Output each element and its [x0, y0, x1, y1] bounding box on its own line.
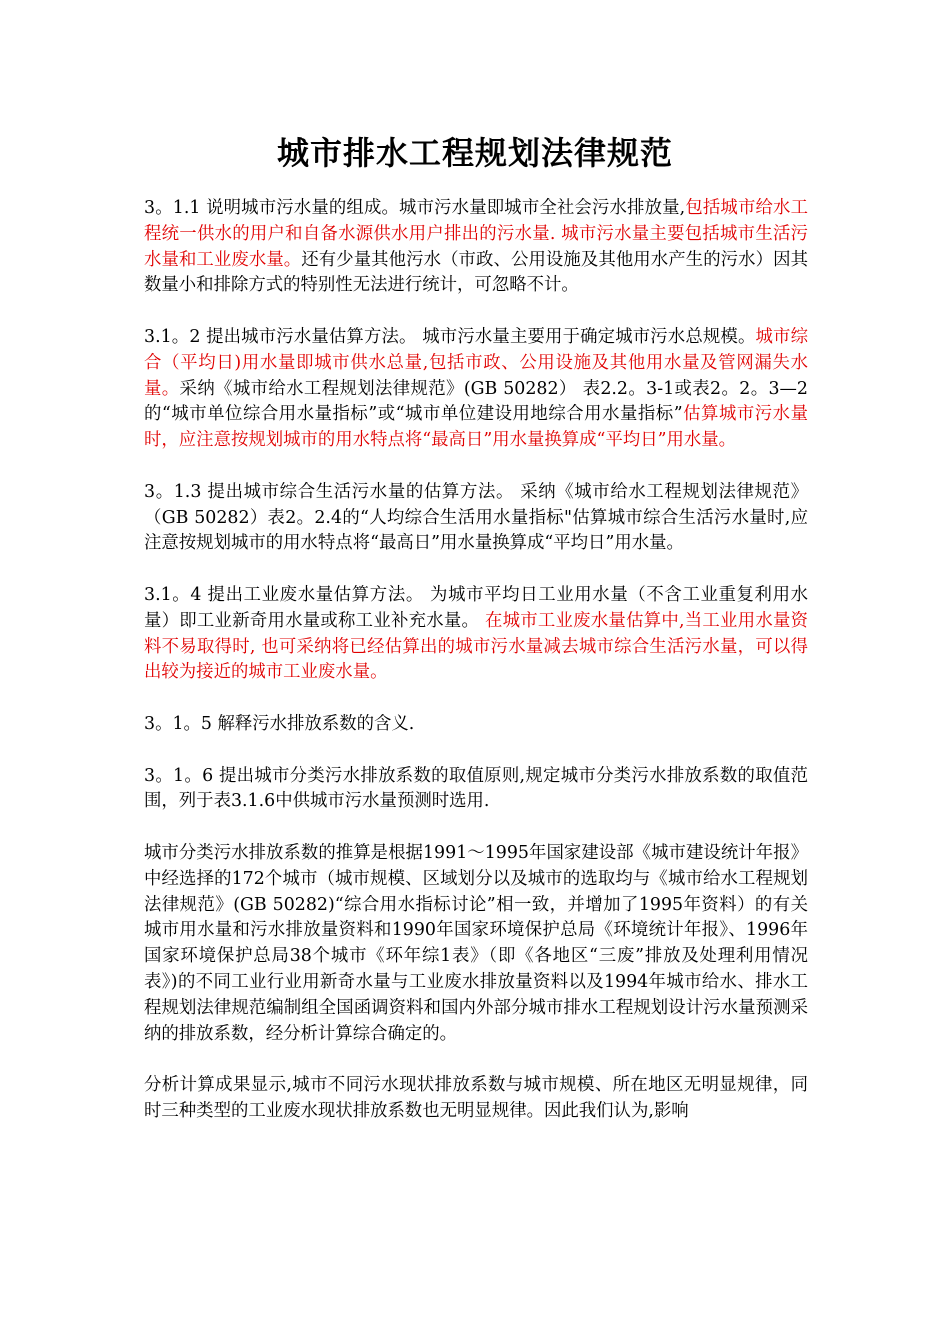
paragraph-3-1-3 — [144, 480, 808, 557]
text-segment: 3.1。4 提出工业废水量估算方法。 为城市平均日工业用水量（不含工业重复利用水量）即工业新奇用水量或称工业补充水量。 — [144, 584, 808, 631]
paragraph-3-1-6 — [144, 764, 808, 816]
paragraph-analysis-results — [144, 1073, 808, 1125]
highlighted-text-segment: 估算城市污水量时，应注意按规划城市的用水特点将“最高日”用水量换算成“平均日”用水量。 — [144, 404, 808, 451]
highlighted-text-segment: 在城市工业废水量估算中,当工业用水量资料不易取得时, 也可采纳将已经估算出的城市污水量减去城市综合生活污水量，可以得出较为接近的城市工业废水量。 — [144, 610, 809, 683]
paragraph-coefficient-derivation — [144, 841, 808, 1047]
text-segment: 还有少量其他污水（市政、公用设施及其他用水产生的污水）因其数量小和排除方式的特别性无法进行统计，可忽略不计。 — [144, 249, 808, 296]
paragraph-3-1-2 — [144, 325, 808, 454]
paragraph-3-1-1 — [144, 196, 808, 299]
highlighted-text-segment: 包括城市给水工程统一供水的用户和自备水源供水用户排出的污水量. 城市污水量主要包括城市生活污水量和工业废水量。 — [144, 198, 808, 270]
highlighted-text-segment: 城市综合（平均日)用水量即城市供水总量,包括市政、公用设施及其他用水量及管网漏失水量。 — [144, 326, 808, 399]
document-body — [144, 196, 808, 1150]
text-segment: 采纳《城市给水工程规划法律规范》(GB 50282） 表2.2。3-1或表2。2。3—2的“城市单位综合用水量指标”或“城市单位建设用地综合用水量指标” — [144, 378, 808, 425]
text-segment: 3。1。5 解释污水排放系数的含义. — [144, 713, 415, 734]
text-segment: 3。1.1 说明城市污水量的组成。城市污水量即城市全社会污水排放量, — [144, 198, 686, 218]
text-segment: 3。1.3 提出城市综合生活污水量的估算方法。 采纳《城市给水工程规划法律规范》（GB 50282）表2。2.4的“人均综合生活用水量指标"估算城市综合生活污水量时,应注意按规划城市的用水特点将“最高日”用水量换算成“平均日”用水量。 — [144, 481, 808, 554]
text-segment: 3。1。6 提出城市分类污水排放系数的取值原则,规定城市分类污水排放系数的取值范围，列于表3.1.6中供城市污水量预测时选用. — [144, 765, 808, 812]
text-segment: 分析计算成果显示,城市不同污水现状排放系数与城市规模、所在地区无明显规律，同时三种类型的工业废水现状排放系数也无明显规律。因此我们认为,影响 — [144, 1075, 808, 1121]
text-segment: 3.1。2 提出城市污水量估算方法。 城市污水量主要用于确定城市污水总规模。 — [144, 326, 756, 347]
text-segment: 城市分类污水排放系数的推算是根据1991～1995年国家建设部《城市建设统计年报》中经选择的172个城市（城市规模、区域划分以及城市的选取均与《城市给水工程规划法律规范》(GB 50282)“综合用水指标讨论”相一致，并增加了1995年资料）的有关城市用水量和污水排放量资料和1990年国家环境保护总局《环境统计年报》、1996年国家环境保护总局38个城市《环年综1表》（即《各地区“三废”排放及处理利用情况表》)的不同工业行业用新奇水量与工业废水排放量资料以及1994年城市给水、排水工程规划法律规范编制组全国函调资料和国内外部分城市排水工程规划设计污水量预测采纳的排放系数，经分析计算综合确定的。 — [144, 842, 808, 1044]
paragraph-3-1-4 — [144, 583, 808, 686]
document-title: 城市排水工程规划法律规范 — [276, 134, 673, 172]
paragraph-3-1-5 — [144, 712, 808, 738]
